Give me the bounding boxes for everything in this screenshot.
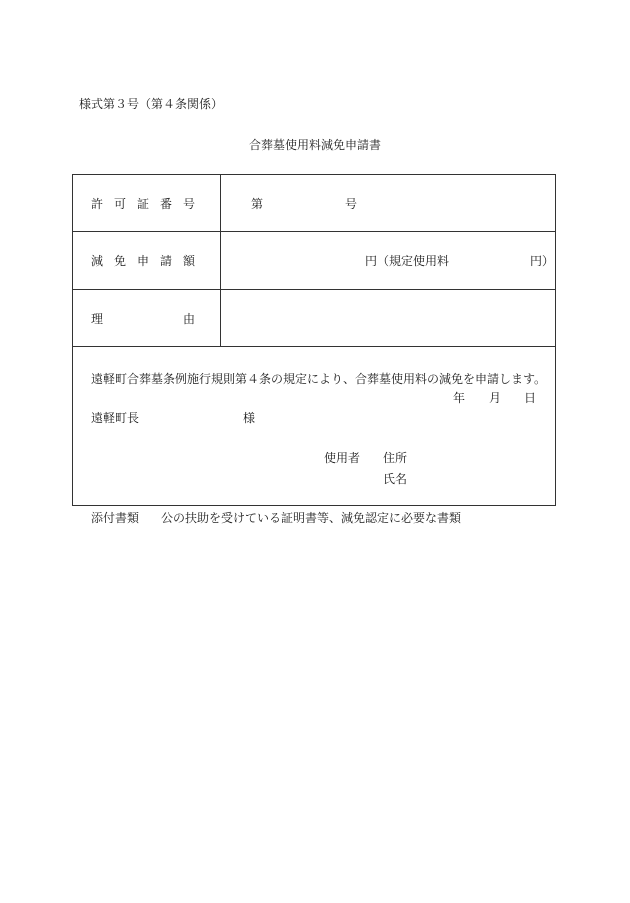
reduction-amount-yen: 円（規定使用料 <box>365 254 450 268</box>
label-char: 可 <box>113 197 126 211</box>
name-label: 氏名 <box>383 472 408 486</box>
attachments-text: 公の扶助を受けている証明書等、減免認定に必要な書類 <box>161 511 462 525</box>
attachments-note <box>91 511 461 525</box>
label-char: 番 <box>159 197 172 211</box>
label-char: 申 <box>136 254 149 268</box>
reduction-amount-label <box>91 254 195 268</box>
permit-number-suffix: 号 <box>345 197 358 211</box>
label-char: 由 <box>182 312 195 326</box>
honorific: 様 <box>243 411 256 425</box>
table-divider <box>73 231 555 232</box>
applicant-label: 使用者 <box>324 451 361 465</box>
permit-number-label <box>91 197 195 211</box>
reason-label <box>91 312 195 326</box>
document-title: 合葬墓使用料減免申請書 <box>248 138 381 152</box>
date-year: 年 <box>453 391 466 405</box>
column-divider <box>220 175 221 346</box>
label-char: 請 <box>159 254 172 268</box>
label-char: 許 <box>91 197 104 211</box>
label-char: 号 <box>182 197 195 211</box>
permit-number-prefix: 第 <box>251 197 264 211</box>
standard-fee-close: 円） <box>530 254 555 268</box>
label-char: 額 <box>182 254 195 268</box>
addressee: 遠軽町長 <box>91 411 140 425</box>
label-char: 証 <box>136 197 149 211</box>
form-number: 様式第３号（第４条関係） <box>79 97 224 111</box>
table-divider <box>73 289 555 290</box>
label-char: 減 <box>91 254 104 268</box>
label-char: 免 <box>113 254 126 268</box>
date-month: 月 <box>489 391 502 405</box>
application-form-table <box>72 174 556 506</box>
address-label: 住所 <box>383 451 408 465</box>
date-day: 日 <box>524 391 537 405</box>
attachments-label: 添付書類 <box>91 511 140 525</box>
declaration-statement: 遠軽町合葬墓条例施行規則第４条の規定により、合葬墓使用料の減免を申請します。 <box>91 372 547 386</box>
table-divider <box>73 346 555 347</box>
label-char: 理 <box>91 312 104 326</box>
